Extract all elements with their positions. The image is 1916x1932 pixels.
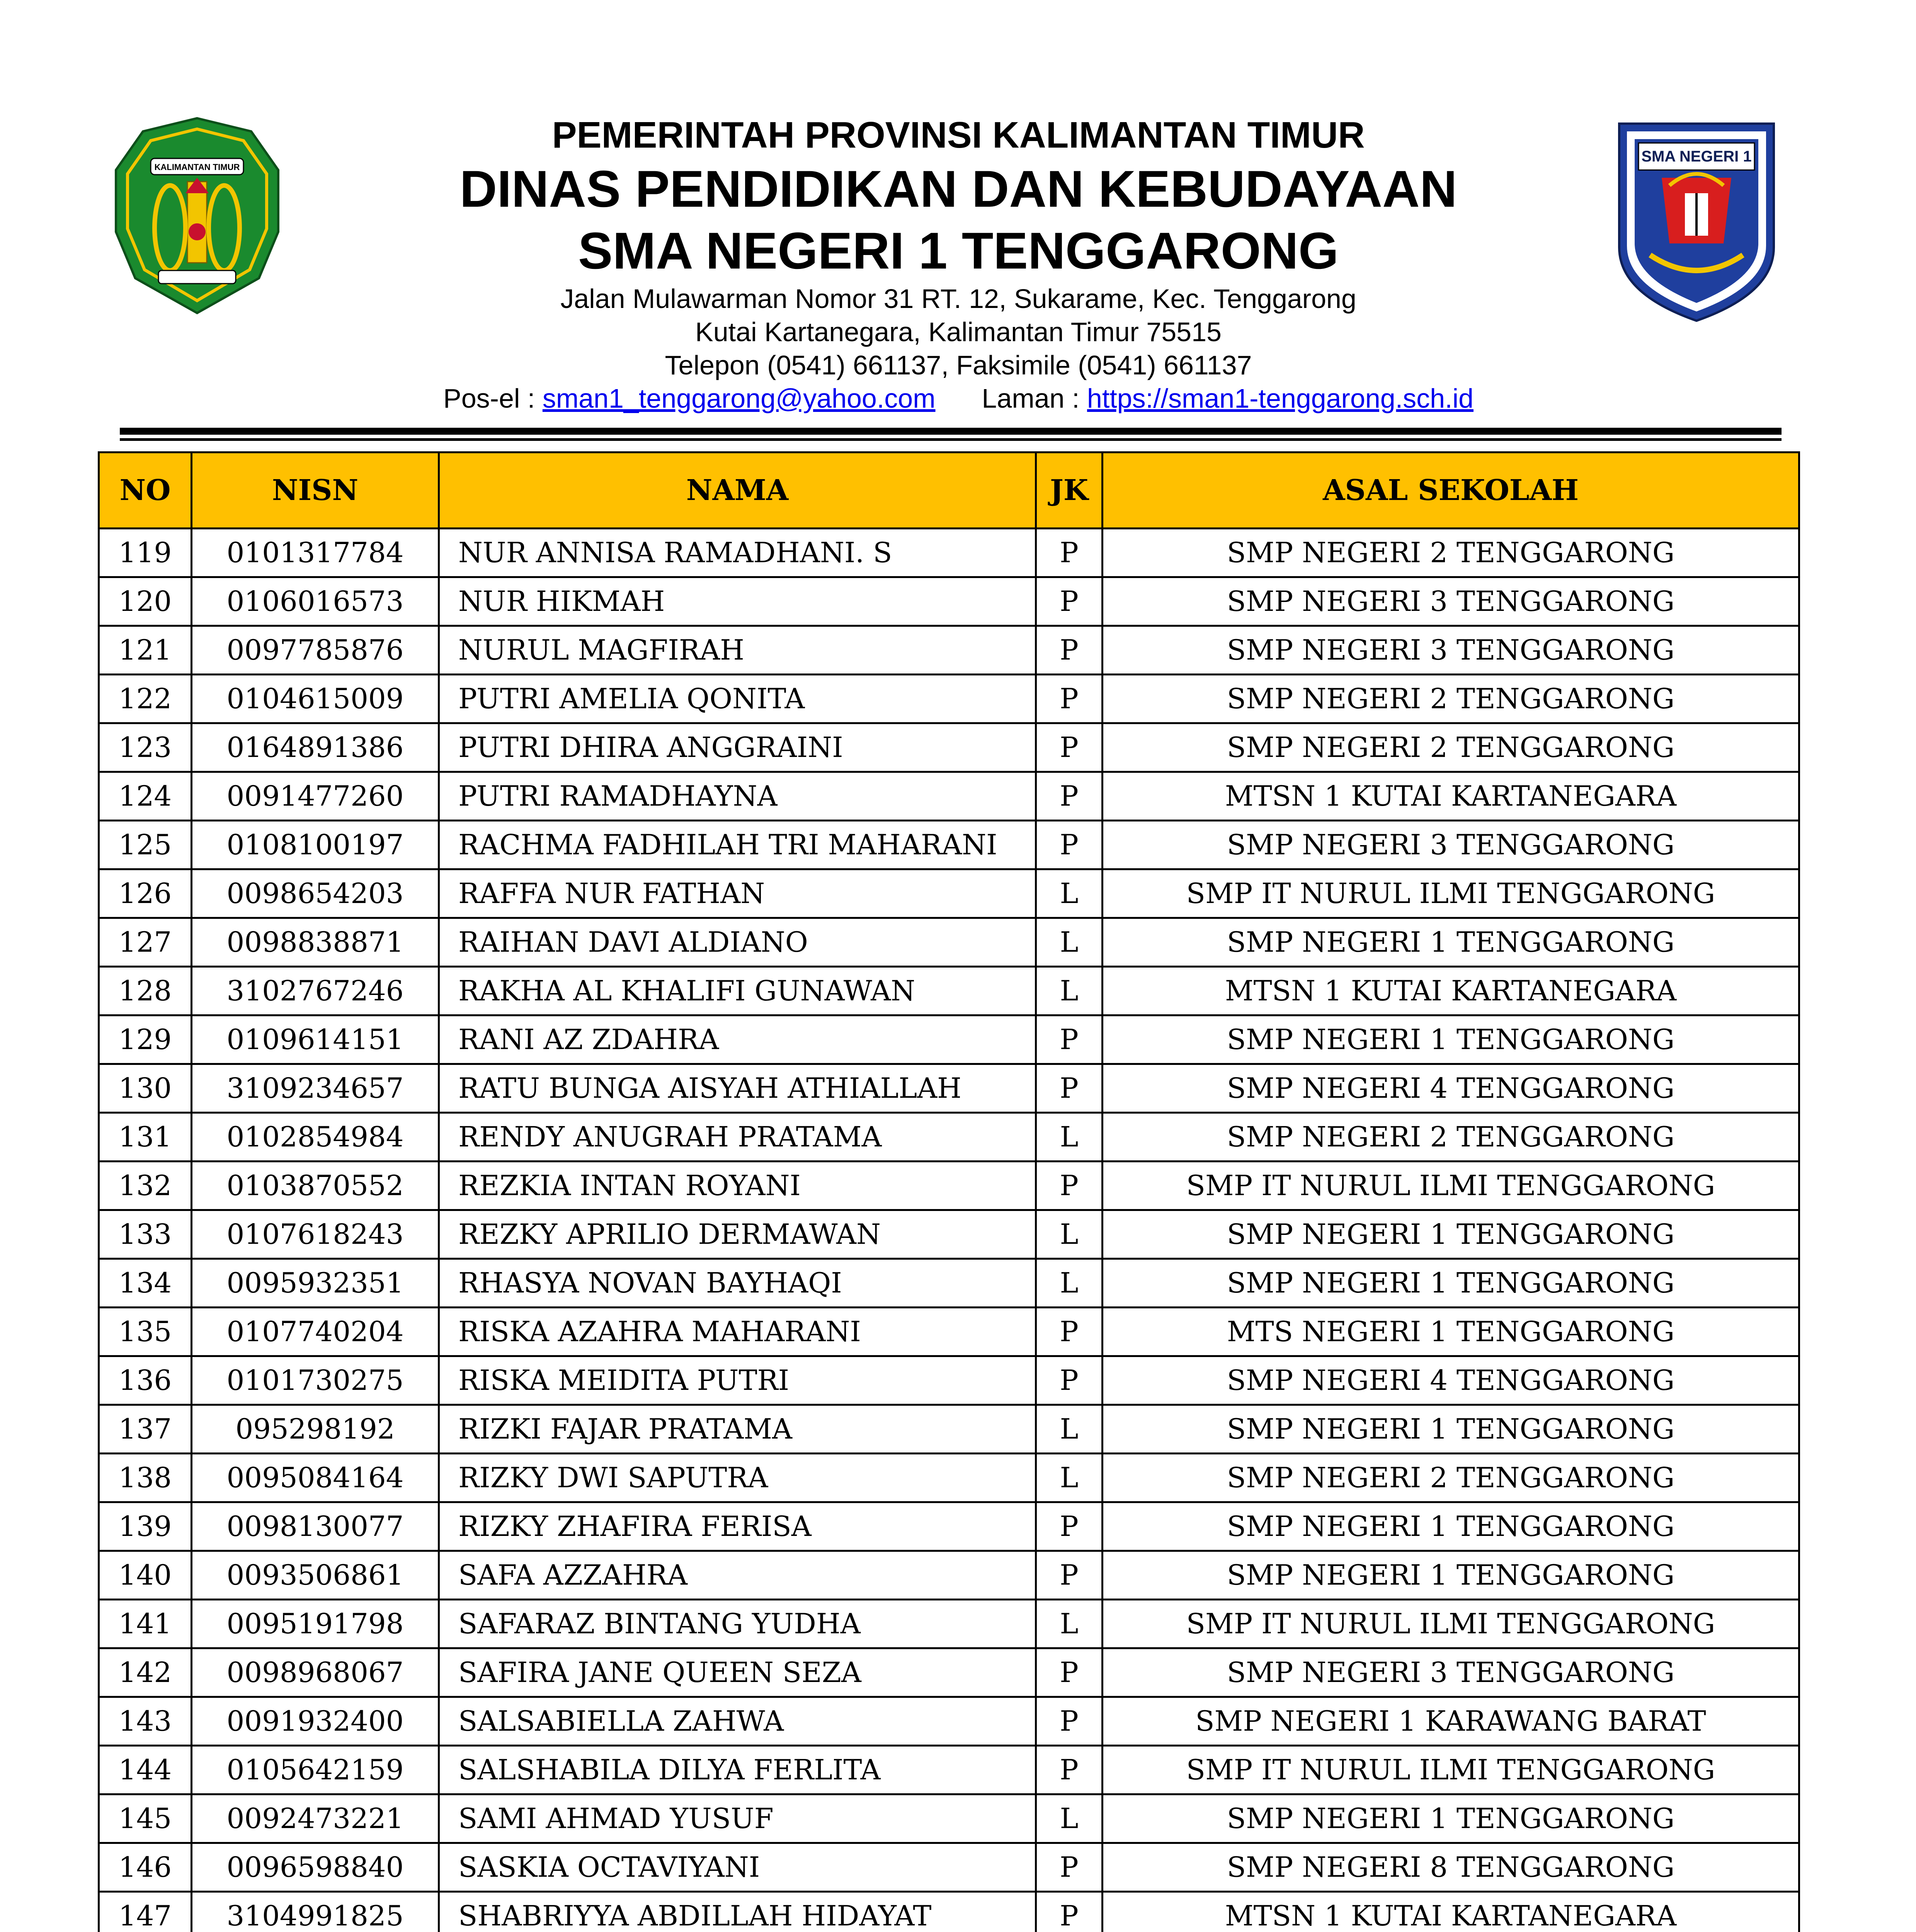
table-row xyxy=(99,1502,1799,1551)
cell-no: 146 xyxy=(99,1843,192,1892)
cell-jk: P xyxy=(1036,1502,1103,1551)
email-link[interactable]: sman1_tenggarong@yahoo.com xyxy=(542,383,936,413)
cell-nama: RIZKI FAJAR PRATAMA xyxy=(439,1405,1036,1454)
cell-nisn: 0091477260 xyxy=(192,772,439,821)
cell-jk: P xyxy=(1036,1308,1103,1356)
cell-no: 134 xyxy=(99,1259,192,1308)
cell-asal-sekolah: MTSN 1 KUTAI KARTANEGARA xyxy=(1103,967,1799,1015)
cell-asal-sekolah: SMP NEGERI 4 TENGGARONG xyxy=(1103,1356,1799,1405)
table-row xyxy=(99,1356,1799,1405)
cell-jk: P xyxy=(1036,723,1103,772)
cell-nama: PUTRI AMELIA QONITA xyxy=(439,675,1036,723)
cell-no: 140 xyxy=(99,1551,192,1600)
cell-nama: RATU BUNGA AISYAH ATHIALLAH xyxy=(439,1064,1036,1113)
cell-nama: SAFIRA JANE QUEEN SEZA xyxy=(439,1648,1036,1697)
cell-nisn: 0107740204 xyxy=(192,1308,439,1356)
table-row xyxy=(99,1843,1799,1892)
cell-nisn: 0092473221 xyxy=(192,1794,439,1843)
table-row xyxy=(99,1405,1799,1454)
column-header-nisn: NISN xyxy=(192,452,439,529)
table-body xyxy=(99,529,1799,1932)
cell-no: 128 xyxy=(99,967,192,1015)
cell-nama: RHASYA NOVAN BAYHAQI xyxy=(439,1259,1036,1308)
cell-asal-sekolah: SMP NEGERI 2 TENGGARONG xyxy=(1103,675,1799,723)
table-row xyxy=(99,1794,1799,1843)
cell-nisn: 0106016573 xyxy=(192,577,439,626)
cell-nama: SAMI AHMAD YUSUF xyxy=(439,1794,1036,1843)
cell-jk: P xyxy=(1036,1162,1103,1210)
column-header-nama: NAMA xyxy=(439,452,1036,529)
letterhead-address-line2: Kutai Kartanegara, Kalimantan Timur 75515 xyxy=(695,317,1222,347)
cell-jk: P xyxy=(1036,1746,1103,1794)
cell-nisn: 0095084164 xyxy=(192,1454,439,1502)
cell-no: 141 xyxy=(99,1600,192,1648)
cell-jk: P xyxy=(1036,1648,1103,1697)
cell-nisn: 0096598840 xyxy=(192,1843,439,1892)
letterhead-divider-thin xyxy=(120,438,1782,441)
cell-no: 145 xyxy=(99,1794,192,1843)
cell-jk: P xyxy=(1036,529,1103,577)
table-row xyxy=(99,1064,1799,1113)
cell-jk: L xyxy=(1036,918,1103,967)
cell-no: 127 xyxy=(99,918,192,967)
cell-jk: P xyxy=(1036,1064,1103,1113)
cell-jk: L xyxy=(1036,1210,1103,1259)
cell-nisn: 0093506861 xyxy=(192,1551,439,1600)
cell-asal-sekolah: SMP IT NURUL ILMI TENGGARONG xyxy=(1103,1600,1799,1648)
cell-nama: REZKY APRILIO DERMAWAN xyxy=(439,1210,1036,1259)
cell-jk: P xyxy=(1036,1015,1103,1064)
cell-nisn: 095298192 xyxy=(192,1405,439,1454)
cell-asal-sekolah: SMP NEGERI 3 TENGGARONG xyxy=(1103,626,1799,675)
cell-jk: L xyxy=(1036,1454,1103,1502)
cell-jk: P xyxy=(1036,1356,1103,1405)
cell-nisn: 0164891386 xyxy=(192,723,439,772)
cell-nisn: 0097785876 xyxy=(192,626,439,675)
cell-jk: L xyxy=(1036,967,1103,1015)
table-row xyxy=(99,1210,1799,1259)
cell-no: 131 xyxy=(99,1113,192,1162)
table-row xyxy=(99,918,1799,967)
table-row xyxy=(99,723,1799,772)
cell-nama: REZKIA INTAN ROYANI xyxy=(439,1162,1036,1210)
letterhead xyxy=(0,0,1916,448)
cell-nisn: 0102854984 xyxy=(192,1113,439,1162)
cell-no: 123 xyxy=(99,723,192,772)
cell-no: 144 xyxy=(99,1746,192,1794)
cell-nisn: 3104991825 xyxy=(192,1892,439,1932)
cell-asal-sekolah: MTS NEGERI 1 TENGGARONG xyxy=(1103,1308,1799,1356)
cell-jk: P xyxy=(1036,772,1103,821)
table-header-row xyxy=(99,452,1799,529)
cell-no: 132 xyxy=(99,1162,192,1210)
cell-asal-sekolah: SMP NEGERI 1 TENGGARONG xyxy=(1103,1210,1799,1259)
cell-nama: SALSHABILA DILYA FERLITA xyxy=(439,1746,1036,1794)
cell-no: 122 xyxy=(99,675,192,723)
cell-nama: RISKA MEIDITA PUTRI xyxy=(439,1356,1036,1405)
cell-no: 125 xyxy=(99,821,192,869)
letterhead-government: PEMERINTAH PROVINSI KALIMANTAN TIMUR xyxy=(552,114,1365,156)
cell-jk: L xyxy=(1036,869,1103,918)
sma-negeri-1-tenggarong-emblem xyxy=(1611,116,1782,325)
cell-jk: L xyxy=(1036,1259,1103,1308)
cell-jk: L xyxy=(1036,1113,1103,1162)
cell-nisn: 0095932351 xyxy=(192,1259,439,1308)
cell-asal-sekolah: SMP IT NURUL ILMI TENGGARONG xyxy=(1103,1162,1799,1210)
cell-no: 133 xyxy=(99,1210,192,1259)
cell-asal-sekolah: SMP NEGERI 1 TENGGARONG xyxy=(1103,918,1799,967)
cell-asal-sekolah: SMP NEGERI 1 TENGGARONG xyxy=(1103,1405,1799,1454)
column-header-asal-sekolah: ASAL SEKOLAH xyxy=(1103,452,1799,529)
table-row xyxy=(99,1113,1799,1162)
cell-nama: SASKIA OCTAVIYANI xyxy=(439,1843,1036,1892)
cell-nisn: 0098968067 xyxy=(192,1648,439,1697)
letterhead-department: DINAS PENDIDIKAN DAN KEBUDAYAAN xyxy=(459,160,1457,218)
column-header-no: NO xyxy=(99,452,192,529)
cell-asal-sekolah: SMP IT NURUL ILMI TENGGARONG xyxy=(1103,1746,1799,1794)
cell-asal-sekolah: SMP NEGERI 1 TENGGARONG xyxy=(1103,1015,1799,1064)
table-row xyxy=(99,1308,1799,1356)
table-row xyxy=(99,675,1799,723)
cell-jk: P xyxy=(1036,1892,1103,1932)
table-row xyxy=(99,1600,1799,1648)
table-row xyxy=(99,529,1799,577)
cell-nama: NUR ANNISA RAMADHANI. S xyxy=(439,529,1036,577)
cell-nama: RIZKY ZHAFIRA FERISA xyxy=(439,1502,1036,1551)
cell-no: 124 xyxy=(99,772,192,821)
cell-no: 130 xyxy=(99,1064,192,1113)
cell-jk: L xyxy=(1036,1600,1103,1648)
table-row xyxy=(99,577,1799,626)
cell-asal-sekolah: SMP NEGERI 2 TENGGARONG xyxy=(1103,1113,1799,1162)
cell-jk: P xyxy=(1036,1551,1103,1600)
cell-nama: RISKA AZAHRA MAHARANI xyxy=(439,1308,1036,1356)
cell-no: 142 xyxy=(99,1648,192,1697)
cell-nisn: 0101317784 xyxy=(192,529,439,577)
emblem-left-text: KALIMANTAN TIMUR xyxy=(154,162,240,172)
table-row xyxy=(99,626,1799,675)
table-row xyxy=(99,1697,1799,1746)
table-row xyxy=(99,1551,1799,1600)
cell-no: 147 xyxy=(99,1892,192,1932)
email-label: Pos-el : xyxy=(443,383,543,413)
cell-asal-sekolah: SMP NEGERI 3 TENGGARONG xyxy=(1103,821,1799,869)
cell-asal-sekolah: MTSN 1 KUTAI KARTANEGARA xyxy=(1103,1892,1799,1932)
cell-nama: RENDY ANUGRAH PRATAMA xyxy=(439,1113,1036,1162)
cell-nama: SHABRIYYA ABDILLAH HIDAYAT xyxy=(439,1892,1036,1932)
cell-jk: P xyxy=(1036,577,1103,626)
cell-nama: RAFFA NUR FATHAN xyxy=(439,869,1036,918)
cell-nama: SALSABIELLA ZAHWA xyxy=(439,1697,1036,1746)
letterhead-school-name: SMA NEGERI 1 TENGGARONG xyxy=(578,222,1339,280)
letterhead-phone: Telepon (0541) 661137, Faksimile (0541) 661137 xyxy=(665,350,1252,380)
table-row xyxy=(99,869,1799,918)
cell-no: 135 xyxy=(99,1308,192,1356)
cell-nisn: 0095191798 xyxy=(192,1600,439,1648)
cell-jk: P xyxy=(1036,1697,1103,1746)
cell-asal-sekolah: SMP IT NURUL ILMI TENGGARONG xyxy=(1103,869,1799,918)
letterhead-divider-thick xyxy=(120,428,1782,435)
cell-nama: RACHMA FADHILAH TRI MAHARANI xyxy=(439,821,1036,869)
cell-jk: L xyxy=(1036,1405,1103,1454)
cell-nisn: 0098130077 xyxy=(192,1502,439,1551)
table-row xyxy=(99,1648,1799,1697)
table-row xyxy=(99,1892,1799,1932)
cell-jk: L xyxy=(1036,1794,1103,1843)
cell-nisn: 0098654203 xyxy=(192,869,439,918)
cell-nisn: 0109614151 xyxy=(192,1015,439,1064)
table-row xyxy=(99,821,1799,869)
cell-asal-sekolah: SMP NEGERI 1 KARAWANG BARAT xyxy=(1103,1697,1799,1746)
cell-jk: P xyxy=(1036,675,1103,723)
kalimantan-timur-emblem xyxy=(112,116,282,317)
cell-no: 121 xyxy=(99,626,192,675)
cell-asal-sekolah: MTSN 1 KUTAI KARTANEGARA xyxy=(1103,772,1799,821)
cell-asal-sekolah: SMP NEGERI 8 TENGGARONG xyxy=(1103,1843,1799,1892)
cell-nisn: 0101730275 xyxy=(192,1356,439,1405)
cell-asal-sekolah: SMP NEGERI 2 TENGGARONG xyxy=(1103,529,1799,577)
cell-nisn: 0103870552 xyxy=(192,1162,439,1210)
cell-jk: P xyxy=(1036,1843,1103,1892)
table-row xyxy=(99,1454,1799,1502)
cell-no: 139 xyxy=(99,1502,192,1551)
cell-nisn: 0104615009 xyxy=(192,675,439,723)
table-row xyxy=(99,1162,1799,1210)
cell-nisn: 0105642159 xyxy=(192,1746,439,1794)
cell-no: 120 xyxy=(99,577,192,626)
cell-nisn: 0108100197 xyxy=(192,821,439,869)
cell-asal-sekolah: SMP NEGERI 3 TENGGARONG xyxy=(1103,1648,1799,1697)
table-row xyxy=(99,1746,1799,1794)
letterhead-address-line1: Jalan Mulawarman Nomor 31 RT. 12, Sukarame, Kec. Tenggarong xyxy=(560,284,1356,314)
cell-nama: NURUL MAGFIRAH xyxy=(439,626,1036,675)
cell-jk: P xyxy=(1036,626,1103,675)
emblem-right-text: SMA NEGERI 1 xyxy=(1641,148,1752,165)
cell-no: 137 xyxy=(99,1405,192,1454)
table-row xyxy=(99,967,1799,1015)
cell-nisn: 0098838871 xyxy=(192,918,439,967)
cell-nisn: 3109234657 xyxy=(192,1064,439,1113)
student-table xyxy=(98,451,1800,1932)
website-link[interactable]: https://sman1-tenggarong.sch.id xyxy=(1087,383,1474,413)
cell-asal-sekolah: SMP NEGERI 1 TENGGARONG xyxy=(1103,1551,1799,1600)
cell-nisn: 0107618243 xyxy=(192,1210,439,1259)
cell-nisn: 3102767246 xyxy=(192,967,439,1015)
cell-asal-sekolah: SMP NEGERI 2 TENGGARONG xyxy=(1103,1454,1799,1502)
letterhead-text xyxy=(309,112,1608,415)
cell-asal-sekolah: SMP NEGERI 1 TENGGARONG xyxy=(1103,1502,1799,1551)
cell-no: 126 xyxy=(99,869,192,918)
cell-nama: SAFA AZZAHRA xyxy=(439,1551,1036,1600)
cell-nama: RAKHA AL KHALIFI GUNAWAN xyxy=(439,967,1036,1015)
cell-nama: PUTRI DHIRA ANGGRAINI xyxy=(439,723,1036,772)
cell-nama: RIZKY DWI SAPUTRA xyxy=(439,1454,1036,1502)
table-row xyxy=(99,1015,1799,1064)
cell-nisn: 0091932400 xyxy=(192,1697,439,1746)
cell-nama: RANI AZ ZDAHRA xyxy=(439,1015,1036,1064)
cell-asal-sekolah: SMP NEGERI 4 TENGGARONG xyxy=(1103,1064,1799,1113)
cell-asal-sekolah: SMP NEGERI 3 TENGGARONG xyxy=(1103,577,1799,626)
cell-no: 119 xyxy=(99,529,192,577)
letterhead-contact xyxy=(309,382,1608,415)
cell-nama: SAFARAZ BINTANG YUDHA xyxy=(439,1600,1036,1648)
cell-nama: NUR HIKMAH xyxy=(439,577,1036,626)
cell-no: 138 xyxy=(99,1454,192,1502)
cell-no: 143 xyxy=(99,1697,192,1746)
cell-no: 136 xyxy=(99,1356,192,1405)
cell-asal-sekolah: SMP NEGERI 2 TENGGARONG xyxy=(1103,723,1799,772)
table-row xyxy=(99,1259,1799,1308)
cell-nama: PUTRI RAMADHAYNA xyxy=(439,772,1036,821)
cell-jk: P xyxy=(1036,821,1103,869)
table-row xyxy=(99,772,1799,821)
cell-asal-sekolah: SMP NEGERI 1 TENGGARONG xyxy=(1103,1259,1799,1308)
cell-asal-sekolah: SMP NEGERI 1 TENGGARONG xyxy=(1103,1794,1799,1843)
cell-nama: RAIHAN DAVI ALDIANO xyxy=(439,918,1036,967)
column-header-jk: JK xyxy=(1036,452,1103,529)
web-label: Laman : xyxy=(982,383,1087,413)
cell-no: 129 xyxy=(99,1015,192,1064)
